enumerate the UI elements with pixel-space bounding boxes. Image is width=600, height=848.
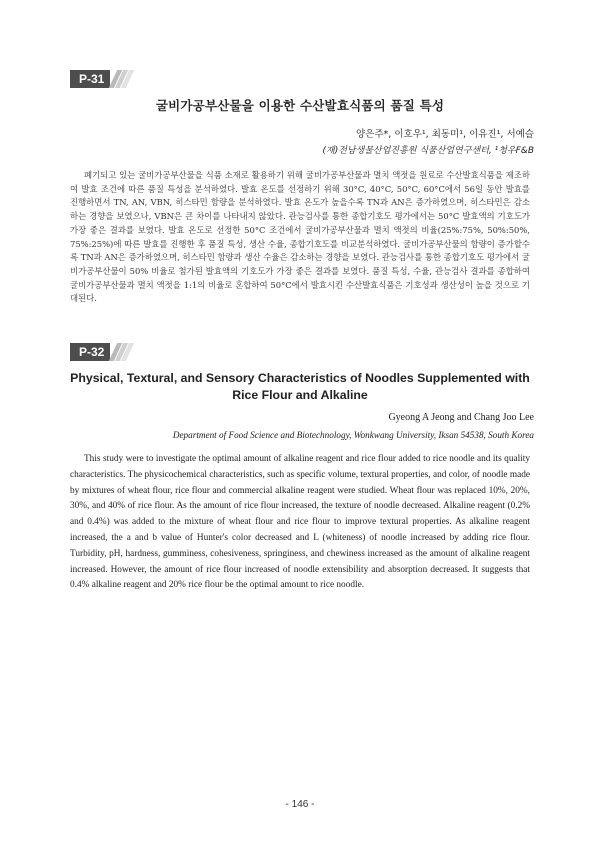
poster-badge <box>70 70 130 88</box>
poster-authors: Gyeong A Jeong and Chang Joo Lee <box>388 412 534 423</box>
poster-abstract: 폐기되고 있는 굴비가공부산물을 식품 소재로 활용하기 위해 굴비가공부산물과 멸치 액젓을 원료로 수산발효식품을 제조하여 발효 조건에 따른 품질 특성을 분석하였다. 발효 온도를 선정하기 위해 30°C, 40°C, 50°C, 60°C에서 56일 동안 발효를 진행하면서 TN, AN, VBN, 히스타민 함량을 분석하였다. 발효 온도가 높을수록 TN과 AN은 증가하였으며, 히스타민은 감소하는 경향을 보였으나, VBN은 큰 차이를 나타내지 않았다. 관능검사를 통한 종합기호도 평가에서는 50°C 발효액의 기호도가 가장 좋은 결과를 보였다. 발효 온도로 선정한 50°C 조건에서 굴비가공부산물과 멸치 액젓의 비율(25%:75%, 50%:50%, 75%:25%)에 따른 발효를 진행한 후 품질 특성, 생산 수율, 종합기호도를 비교분석하였다. 굴비가공부산물의 함량이 증가할수록 TN과 AN은 증가하였으며, 히스타민 함량과 생산 수율은 감소하는 경향을 보였다. 관능검사를 통한 종합기호도 평가에서 굴비가공부산물이 50% 비율로 첨가된 발효액의 기호도가 가장 좋은 결과를 보였다. 품질 특성, 수율, 관능검사 결과를 종합하여 굴비가공부산물과 멸치 액젓을 1:1의 비율로 혼합하여 50°C에서 발효시킨 수산발효식품은 기호성과 생산성이 높을 것으로 기대된다. <box>70 170 530 304</box>
poster-title: Physical, Textural, and Sensory Characteristics of Noodles Supplemented with Rice Flour and Alkaline <box>70 371 530 402</box>
poster-affiliation: (재)전남생물산업진흥원 식품산업연구센터, ¹청우F&B <box>322 146 534 156</box>
poster-title: 굴비가공부산물을 이용한 수산발효식품의 품질 특성 <box>155 98 445 113</box>
poster-number: P-32 <box>70 343 110 361</box>
poster-authors: 양은주*, 이호우¹, 최동미¹, 이유진¹, 서예슬 <box>356 129 534 140</box>
badge-stripes-decoration <box>112 70 130 88</box>
poster-abstract: This study were to investigate the optimal amount of alkaline reagent and rice flour added to rice noodle and its quality characteristics. The physicochemical characteristics, such as specific volume, textural properties, and color, of noodle made by mixtures of wheat flour, rice flour and commercial alkaline reagent were studied. Wheat flour was replaced 10%, 20%, 30%, and 40% of rice flour. As the amount of rice flour increased, the texture of noodle decreased. Alkaline reagent (0.2% and 0.4%) was added to the mixture of wheat flour and rice flour to improve textural properties. As alkaline reagent increased, the a and b value of Hunter's color decreased and L (whiteness) of noodle increased by adding rice flour. Turbidity, pH, hardness, gumminess, cohesiveness, springiness, and chewiness increased as the amount of alkaline reagent increased. However, the amount of rice flour increased of noodle extensibility and absorption decreased. It suggests that 0.4% alkaline reagent and 20% rice flour be the optimal amount to rice noodle. <box>70 454 530 591</box>
poster-number: P-31 <box>70 70 110 88</box>
poster-badge <box>70 343 130 361</box>
page-number: - 146 - <box>285 799 315 810</box>
badge-stripes-decoration <box>112 343 130 361</box>
poster-affiliation: Department of Food Science and Biotechnology, Wonkwang University, Iksan 54538, South Korea <box>172 430 534 440</box>
